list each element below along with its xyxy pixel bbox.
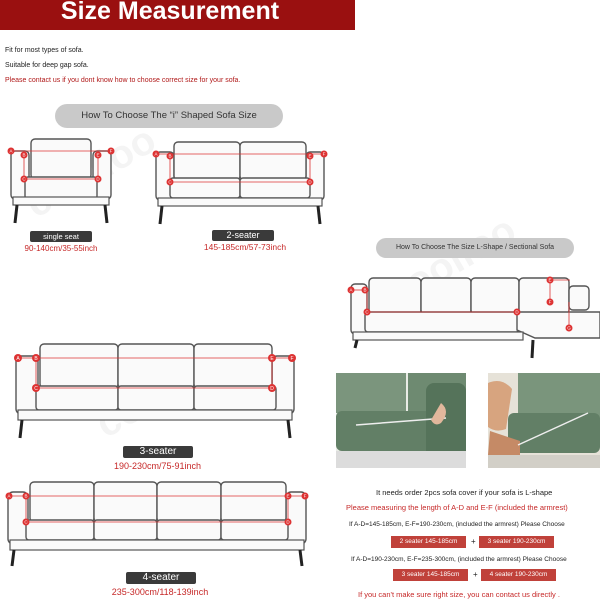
marker-label: B <box>34 355 38 362</box>
marker-label: E <box>548 277 552 283</box>
marker-label: F <box>548 299 552 305</box>
marker-label: A <box>7 493 11 499</box>
l-shape-sofa-diagram <box>345 270 600 365</box>
chip-4-seater: 4 seater 190-230cm <box>481 569 556 581</box>
marker-label: C <box>365 309 369 315</box>
marker-label: A <box>154 151 158 157</box>
two-seater-label: 2-seater <box>212 230 274 241</box>
marker-label: D <box>515 309 519 315</box>
marker-label: C <box>168 179 172 185</box>
marker-label: B <box>168 153 172 159</box>
marker-label: A <box>349 287 353 293</box>
four-seater-range: 235-300cm/118-139inch <box>111 587 209 597</box>
marker-label: E <box>286 493 290 499</box>
i-shape-title: How To Choose The “i” Shaped Sofa Size <box>55 104 283 128</box>
green-sofa-photo-left <box>336 373 466 468</box>
marker-label: F <box>303 493 307 499</box>
three-seater-range: 190-230cm/75-91inch <box>113 461 202 471</box>
chip-3-seater: 3 seater 145-185cm <box>393 569 468 581</box>
marker-label: D <box>286 519 290 525</box>
marker-label: D <box>270 385 274 392</box>
marker-label: D <box>308 179 312 185</box>
marker-label: G <box>567 325 571 331</box>
chip-3-seater: 3 seater 190-230cm <box>479 536 554 548</box>
marker-label: D <box>96 176 100 182</box>
chip-2-seater: 2 seater 145-185cm <box>391 536 466 548</box>
three-seater-sofa-diagram <box>10 340 300 445</box>
marker-label: F <box>322 151 326 157</box>
lshape-contact: If you can't make sure right size, you can contact us directly . <box>358 590 560 599</box>
marker-label: E <box>270 355 274 362</box>
marker-label: F <box>290 355 294 362</box>
intro-warning: Please contact us if you dont know how to choose correct size for your sofa. <box>5 77 241 84</box>
marker-label: A <box>16 355 20 362</box>
two-seater-range: 145-185cm/57-73inch <box>203 242 287 252</box>
plus-sign: + <box>473 570 478 579</box>
single-seat-range: 90-140cm/35-55inch <box>24 244 98 253</box>
marker-label: E <box>308 153 312 159</box>
marker-label: B <box>363 287 367 293</box>
green-sofa-photo-right <box>488 373 600 468</box>
marker-label: C <box>24 519 28 525</box>
plus-sign: + <box>471 537 476 546</box>
three-seater-label: 3-seater <box>123 446 193 458</box>
intro-line: Fit for most types of sofa. <box>5 47 84 54</box>
marker-label: C <box>34 385 38 392</box>
marker-label: B <box>24 493 28 499</box>
single-seat-label: single seat <box>30 231 92 242</box>
two-seater-sofa-diagram <box>150 138 330 228</box>
four-seater-label: 4-seater <box>126 572 196 584</box>
l-shape-title: How To Choose The Size L-Shape / Sectional Sofa <box>376 238 574 258</box>
intro-text <box>5 43 240 88</box>
lshape-note: It needs order 2pcs sofa cover if your sofa is L-shape <box>376 488 553 497</box>
lshape-option-1: If A-D=145-185cm, E-F=190-230cm, (included the armrest) Please Choose <box>349 521 565 528</box>
lshape-option-2: If A-D=190-230cm, E-F=235-300cm, (included the armrest) Please Choose <box>351 556 567 563</box>
single-seat-sofa-diagram <box>5 135 120 230</box>
four-seater-sofa-diagram <box>2 478 312 570</box>
marker-label: E <box>96 152 100 158</box>
marker-label: A <box>9 148 13 154</box>
marker-label: F <box>109 148 113 154</box>
intro-line: Suitable for deep gap sofa. <box>5 62 89 69</box>
lshape-instruction: Please measuring the length of A-D and E-F (included the armrest) <box>346 503 568 512</box>
marker-label: C <box>22 176 26 182</box>
page-title: Size Measurement <box>60 0 280 25</box>
header-banner <box>0 0 355 30</box>
marker-label: B <box>22 152 26 158</box>
